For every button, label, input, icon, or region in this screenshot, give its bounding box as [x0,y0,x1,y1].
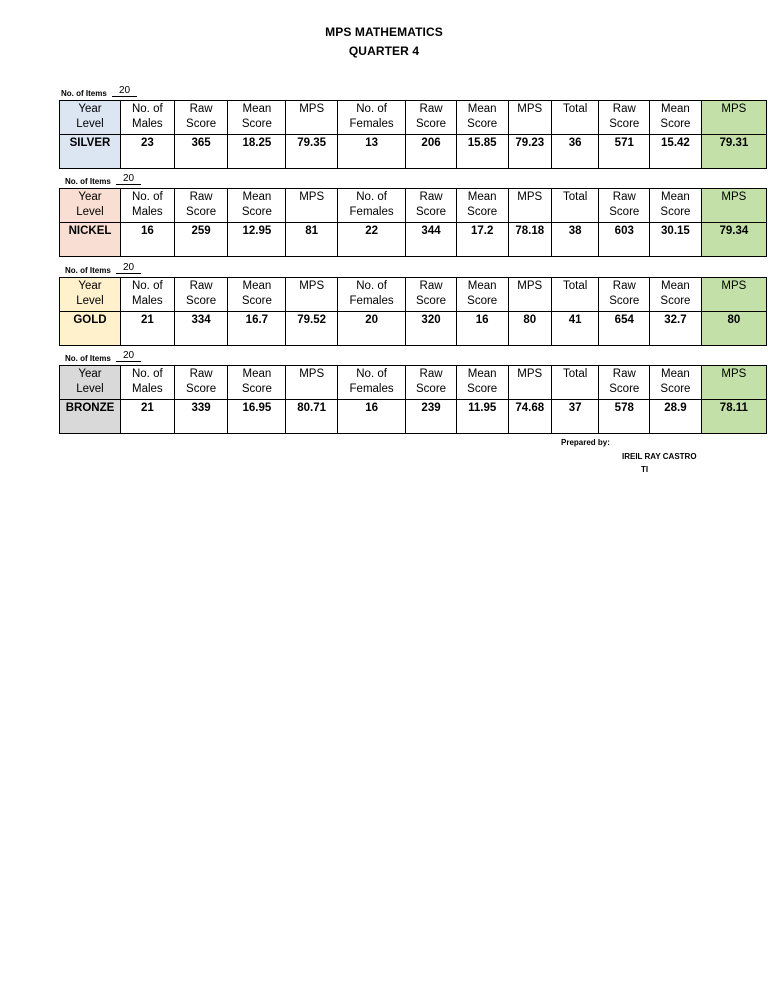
header-total-raw-score-line: Raw [612,103,636,115]
no-of-items-value: 20 [112,85,137,97]
header-female-mean-score-line: Score [467,206,498,218]
total-raw-score-cell: 603 [599,223,650,257]
preparer-role: TI [641,465,649,474]
header-total-raw-score-line: Raw [612,368,636,380]
header-female-mps: MPS [508,366,551,400]
header-female-mean-score [456,189,508,223]
header-total-mean-score-line: Mean [661,191,690,203]
header-male-raw-score [174,278,228,312]
header-female-raw-score [406,189,457,223]
female-mean-score-cell: 11.95 [456,400,508,434]
male-raw-score-cell: 339 [174,400,228,434]
table-header-row [60,278,767,312]
table-row [60,135,767,169]
header-total-raw-score-line: Score [609,118,640,130]
header-male-mean-score-line: Mean [242,103,272,115]
header-no-of-females-line: Females [349,383,394,395]
header-female-mean-score-line: Score [467,118,498,130]
males-count-cell: 21 [120,400,174,434]
total-raw-score-cell: 578 [599,400,650,434]
header-female-raw-score [406,278,457,312]
header-year-level-line: Level [76,383,104,395]
header-total-mean-score [650,366,702,400]
header-year-level-line: Year [78,191,102,203]
male-raw-score-cell: 259 [174,223,228,257]
header-total: Total [551,366,599,400]
header-no-of-females [337,189,405,223]
header-total-raw-score-line: Raw [612,280,636,292]
header-male-raw-score [174,189,228,223]
female-mean-score-cell: 16 [456,312,508,346]
males-count-cell: 21 [120,312,174,346]
header-male-mean-score [228,189,286,223]
header-male-mean-score [228,366,286,400]
female-raw-score-cell: 206 [406,135,457,169]
male-mean-score-cell: 16.95 [228,400,286,434]
header-no-of-males-line: Males [131,206,163,218]
table-header-row [60,366,767,400]
header-female-raw-score [406,366,457,400]
header-male-mean-score-line: Score [241,383,272,395]
section-gold [59,263,767,346]
header-male-mean-score [228,101,286,135]
male-mean-score-cell: 12.95 [228,223,286,257]
page-title: MPS MATHEMATICS [325,25,443,39]
header-female-raw-score-line: Raw [419,191,443,203]
header-no-of-females-line: No. of [356,191,387,203]
male-mean-score-cell: 16.7 [228,312,286,346]
header-total-mean-score-line: Mean [661,368,690,380]
no-of-items-label: No. of Items [65,177,111,186]
page-subtitle: QUARTER 4 [348,44,420,58]
total-mean-score-cell: 30.15 [650,223,702,257]
header-year-level-line: Year [78,368,102,380]
female-mps-cell: 78.18 [508,223,551,257]
table-header-row [60,189,767,223]
total-count-cell: 38 [551,223,599,257]
total-raw-score-cell: 654 [599,312,650,346]
header-year-level [60,366,121,400]
females-count-cell: 22 [337,223,405,257]
header-female-raw-score-line: Score [416,206,447,218]
table-header-row [60,101,767,135]
header-male-raw-score-line: Score [186,383,217,395]
males-count-cell: 16 [120,223,174,257]
year-level-cell: BRONZE [60,400,121,434]
header-female-raw-score-line: Score [416,383,447,395]
header-male-mean-score-line: Score [241,295,272,307]
female-raw-score-cell: 344 [406,223,457,257]
header-no-of-males-line: Males [131,295,163,307]
male-mean-score-cell: 18.25 [228,135,286,169]
header-total: Total [551,101,599,135]
header-total-raw-score [599,366,650,400]
female-mps-cell: 79.23 [508,135,551,169]
header-male-raw-score-line: Raw [189,368,213,380]
header-female-mean-score-line: Mean [467,280,497,292]
header-no-of-males [120,189,174,223]
total-mean-score-cell: 32.7 [650,312,702,346]
male-mps-cell: 79.35 [286,135,338,169]
header-total-mean-score-line: Score [660,206,691,218]
header-no-of-females-line: Females [349,206,394,218]
header-year-level [60,101,121,135]
header-year-level-line: Year [78,103,102,115]
section-nickel [59,174,767,257]
preparer-name: IREIL RAY CASTRO [622,452,697,461]
header-male-raw-score-line: Score [186,206,217,218]
header-total-mps: MPS [701,366,766,400]
header-no-of-males-line: No. of [131,280,163,292]
header-female-mean-score-line: Mean [467,368,497,380]
header-female-raw-score-line: Raw [419,103,443,115]
no-of-items-label: No. of Items [65,354,111,363]
header-male-mean-score-line: Score [241,118,272,130]
header-female-raw-score-line: Raw [419,368,443,380]
header-female-raw-score-line: Score [416,118,447,130]
no-of-items-line [59,263,767,277]
header-no-of-females [337,101,405,135]
header-total-raw-score-line: Score [609,383,640,395]
header-female-mps: MPS [508,278,551,312]
header-male-mean-score-line: Mean [242,368,272,380]
header-female-mean-score [456,101,508,135]
total-mps-cell: 80 [701,312,766,346]
header-no-of-females-line: No. of [356,103,387,115]
header-total-raw-score [599,189,650,223]
female-mean-score-cell: 15.85 [456,135,508,169]
total-mps-cell: 79.34 [701,223,766,257]
header-no-of-females-line: No. of [356,280,387,292]
female-raw-score-cell: 320 [406,312,457,346]
header-total-raw-score-line: Score [609,206,640,218]
header-female-mps: MPS [508,101,551,135]
header-total-mean-score-line: Score [660,295,691,307]
header-male-raw-score-line: Raw [189,103,213,115]
header-year-level-line: Level [76,206,104,218]
header-male-raw-score [174,366,228,400]
mps-table [59,100,767,169]
no-of-items-label: No. of Items [61,89,107,98]
header-no-of-females-line: Females [349,118,394,130]
header-no-of-females-line: No. of [356,368,387,380]
total-mean-score-cell: 15.42 [650,135,702,169]
table-row [60,400,767,434]
no-of-items-value: 20 [116,350,141,362]
section-silver [59,86,767,169]
header-no-of-males-line: Males [131,118,163,130]
no-of-items-label: No. of Items [65,266,111,275]
header-female-mean-score-line: Score [467,383,498,395]
header-female-raw-score [406,101,457,135]
header-no-of-males-line: No. of [131,103,163,115]
header-female-mean-score-line: Score [467,295,498,307]
header-male-raw-score-line: Raw [189,280,213,292]
female-raw-score-cell: 239 [406,400,457,434]
total-mps-cell: 79.31 [701,135,766,169]
mps-table [59,277,767,346]
header-total-raw-score [599,278,650,312]
header-total-mps: MPS [701,278,766,312]
no-of-items-line [59,86,767,100]
total-raw-score-cell: 571 [599,135,650,169]
table-row [60,223,767,257]
no-of-items-value: 20 [116,173,141,185]
header-no-of-males [120,278,174,312]
total-count-cell: 37 [551,400,599,434]
section-bronze [59,351,767,434]
header-male-mps: MPS [286,278,338,312]
mps-table [59,188,767,257]
year-level-cell: GOLD [60,312,121,346]
females-count-cell: 13 [337,135,405,169]
header-female-mps: MPS [508,189,551,223]
no-of-items-line [59,174,767,188]
header-male-mean-score [228,278,286,312]
header-male-raw-score-line: Score [186,118,217,130]
header-total-mean-score [650,278,702,312]
female-mps-cell: 80 [508,312,551,346]
female-mean-score-cell: 17.2 [456,223,508,257]
header-no-of-females [337,366,405,400]
header-year-level-line: Year [78,280,102,292]
males-count-cell: 23 [120,135,174,169]
header-no-of-females [337,278,405,312]
header-male-mean-score-line: Score [241,206,272,218]
mps-table [59,365,767,434]
header-female-mean-score [456,366,508,400]
header-total-mean-score-line: Score [660,383,691,395]
total-mean-score-cell: 28.9 [650,400,702,434]
header-no-of-males-line: No. of [131,368,163,380]
header-male-mean-score-line: Mean [242,280,272,292]
header-no-of-males-line: No. of [131,191,163,203]
total-count-cell: 36 [551,135,599,169]
header-female-raw-score-line: Raw [419,280,443,292]
header-no-of-females-line: Females [349,295,394,307]
no-of-items-value: 20 [116,262,141,274]
header-male-mps: MPS [286,101,338,135]
year-level-cell: SILVER [60,135,121,169]
header-total-raw-score-line: Raw [612,191,636,203]
male-raw-score-cell: 365 [174,135,228,169]
header-total-raw-score-line: Score [609,295,640,307]
header-male-mps: MPS [286,189,338,223]
header-female-mean-score [456,278,508,312]
header-year-level-line: Level [76,295,104,307]
header-male-mps: MPS [286,366,338,400]
header-no-of-males [120,101,174,135]
male-mps-cell: 80.71 [286,400,338,434]
header-female-raw-score-line: Score [416,295,447,307]
females-count-cell: 16 [337,400,405,434]
header-male-raw-score-line: Raw [189,191,213,203]
header-female-mean-score-line: Mean [467,103,497,115]
header-total-mean-score [650,101,702,135]
header-male-raw-score-line: Score [186,295,217,307]
header-total-mean-score-line: Score [660,118,691,130]
header-total-mean-score [650,189,702,223]
female-mps-cell: 74.68 [508,400,551,434]
total-count-cell: 41 [551,312,599,346]
header-male-mean-score-line: Mean [242,191,272,203]
no-of-items-line [59,351,767,365]
header-total-raw-score [599,101,650,135]
male-raw-score-cell: 334 [174,312,228,346]
header-total-mean-score-line: Mean [661,103,690,115]
header-year-level [60,189,121,223]
male-mps-cell: 81 [286,223,338,257]
header-female-mean-score-line: Mean [467,191,497,203]
header-total: Total [551,189,599,223]
header-total: Total [551,278,599,312]
header-total-mps: MPS [701,189,766,223]
year-level-cell: NICKEL [60,223,121,257]
table-row [60,312,767,346]
male-mps-cell: 79.52 [286,312,338,346]
header-no-of-males [120,366,174,400]
total-mps-cell: 78.11 [701,400,766,434]
header-male-raw-score [174,101,228,135]
header-total-mean-score-line: Mean [661,280,690,292]
females-count-cell: 20 [337,312,405,346]
prepared-by-label: Prepared by: [561,438,610,447]
header-total-mps: MPS [701,101,766,135]
header-no-of-males-line: Males [131,383,163,395]
header-year-level-line: Level [76,118,104,130]
header-year-level [60,278,121,312]
